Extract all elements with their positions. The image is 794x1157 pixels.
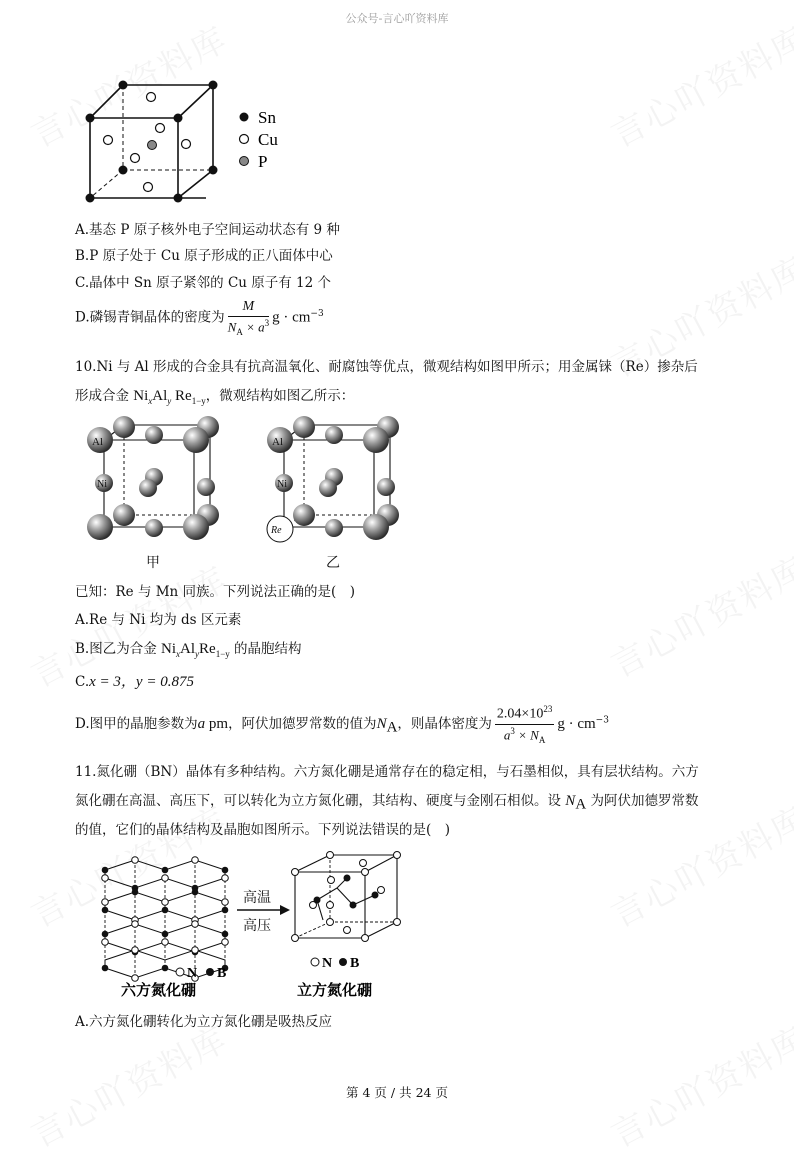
- sn-atom: [119, 81, 128, 90]
- q11-option-a: A.六方氮化硼转化为立方氮化硼是吸热反应: [75, 1014, 333, 1030]
- q10-option-b: B.图乙为合金 $Ni_xAl_yRe_{1-y}$ 的晶胞结构: [75, 641, 302, 659]
- phosphor-bronze-unit-cell-figure: [78, 70, 308, 205]
- watermark: [601, 792, 794, 937]
- q9-option-b: B.P 原子处于 Cu 原子形成的正八面体中心: [75, 248, 333, 264]
- q10-density-fraction: $\frac{2.04\times 10^{23}}{a^3 \times N_A}$: [496, 704, 553, 745]
- q10-known: 已知：Re 与 Mn 同族。下列说法正确的是( ): [75, 584, 356, 600]
- nial-alloy-cells-figure: [82, 415, 412, 573]
- label-ni: Ni: [97, 479, 107, 490]
- caption-yi: 乙: [326, 556, 340, 571]
- page-number-footer: 第 4 页 / 共 24 页: [346, 1085, 448, 1100]
- q10-stem-line1: 10.Ni 与 Al 形成的合金具有抗高温氧化、耐腐蚀等优点，微观结构如图甲所示；用金属铼（Re）掺杂后: [75, 359, 698, 375]
- caption-jia: 甲: [146, 556, 160, 571]
- legend-sn: Sn: [258, 108, 276, 127]
- ni-atom: [145, 426, 163, 444]
- al-atom: [87, 514, 113, 540]
- q10-option-d: D.图甲的晶胞参数为a pm，阿伏加德罗常数的值为$N_A$，则晶体密度为 $\frac{2.04\times 10^{23}}{a^3 \times N_A}$ $g \cdot cm^{-3}$: [75, 704, 609, 745]
- sn-atom: [119, 166, 128, 175]
- cubic-bn-cell: [295, 855, 397, 938]
- q9-density-fraction: $\frac{M}{N_A \times a^3}$: [227, 299, 270, 337]
- sn-atom: [86, 114, 95, 123]
- al-atom: [363, 427, 389, 453]
- legend-p: P: [258, 152, 268, 171]
- q11-stem-line2: 氮化硼在高温、高压下，可以转化为立方氮化硼，其结构、硬度与金刚石相似。设 $N_A$ 为阿伏加德罗常数: [75, 793, 699, 813]
- al-atom: [113, 416, 135, 438]
- cu-atom: [104, 136, 113, 145]
- cu-atom: [156, 124, 165, 133]
- ni-atom: [325, 426, 343, 444]
- ni-atom: [377, 478, 395, 496]
- legend-b-cubic: B: [350, 956, 360, 971]
- cu-atom: [182, 140, 191, 149]
- p-atom: [148, 141, 157, 150]
- sn-legend-marker: [240, 113, 249, 122]
- q9-option-c: C.晶体中 Sn 原子紧邻的 Cu 原子有 12 个: [75, 275, 332, 291]
- watermark: [601, 542, 794, 687]
- al-atom: [183, 427, 209, 453]
- b-legend-marker: [206, 968, 214, 976]
- p-legend-marker: [240, 157, 249, 166]
- q10-option-c: C.x = 3，y = 0.875: [75, 674, 194, 690]
- q9-option-d: D.磷锡青铜晶体的密度为 $\frac{M}{N_A \times a^3}$ $g \cdot cm^{-3}$: [75, 299, 324, 337]
- al-atom: [293, 504, 315, 526]
- sn-atom: [86, 194, 95, 203]
- label-al: Al: [272, 436, 283, 448]
- q9-option-d-prefix: D.磷锡青铜晶体的密度为: [75, 309, 225, 326]
- n-legend-marker: [311, 958, 319, 966]
- q9-density-unit: g · cm: [272, 309, 311, 326]
- sn-atom: [209, 81, 218, 90]
- al-atom: [113, 504, 135, 526]
- cu-atom: [144, 183, 153, 192]
- sn-atom: [174, 114, 183, 123]
- legend-n-hex: N: [187, 966, 198, 981]
- arrow-label-high-temp: 高温: [243, 891, 271, 906]
- label-al: Al: [92, 436, 103, 448]
- boron-nitride-structures-figure: [85, 850, 415, 1000]
- q9-option-a: A.基态 P 原子核外电子空间运动状态有 9 种: [75, 222, 340, 238]
- q11-stem-line3: 的值，它们的晶体结构及晶胞如图所示。下列说法错误的是( ): [75, 822, 451, 838]
- page-header-watermark: 公众号-言心吖资料库: [345, 12, 449, 25]
- sn-atom: [174, 194, 183, 203]
- q10-option-a: A.Re 与 Ni 均为 ds 区元素: [75, 612, 242, 628]
- ni-atom: [325, 519, 343, 537]
- cu-legend-marker: [240, 135, 249, 144]
- ni-atom: [145, 519, 163, 537]
- ni-atom: [197, 478, 215, 496]
- label-ni: Ni: [277, 479, 287, 490]
- al-atom: [363, 514, 389, 540]
- cu-atom: [147, 93, 156, 102]
- n-legend-marker: [176, 968, 184, 976]
- q10-stem-line2: 形成合金 $Ni_xAl_y$ $Re_{1-y}$，微观结构如图乙所示：: [75, 388, 355, 406]
- arrow-label-high-pressure: 高压: [243, 919, 271, 934]
- q11-stem-line1: 11.氮化硼（BN）晶体有多种结构。六方氮化硼是通常存在的稳定相，与石墨相似，具有层状结构。六方: [75, 764, 699, 780]
- b-legend-marker: [339, 958, 347, 966]
- legend-n-cubic: N: [322, 956, 333, 971]
- al-atom: [293, 416, 315, 438]
- ni-atom: [319, 479, 337, 497]
- sn-atom: [209, 166, 218, 175]
- legend-b-hex: B: [217, 966, 227, 981]
- watermark: [601, 12, 794, 157]
- caption-cubic-bn: 立方氮化硼: [297, 983, 373, 999]
- legend-cu: Cu: [258, 130, 278, 149]
- cu-atom: [131, 154, 140, 163]
- al-atom: [183, 514, 209, 540]
- caption-hexagonal-bn: 六方氮化硼: [121, 983, 197, 999]
- label-re: Re: [271, 525, 282, 536]
- ni-atom: [139, 479, 157, 497]
